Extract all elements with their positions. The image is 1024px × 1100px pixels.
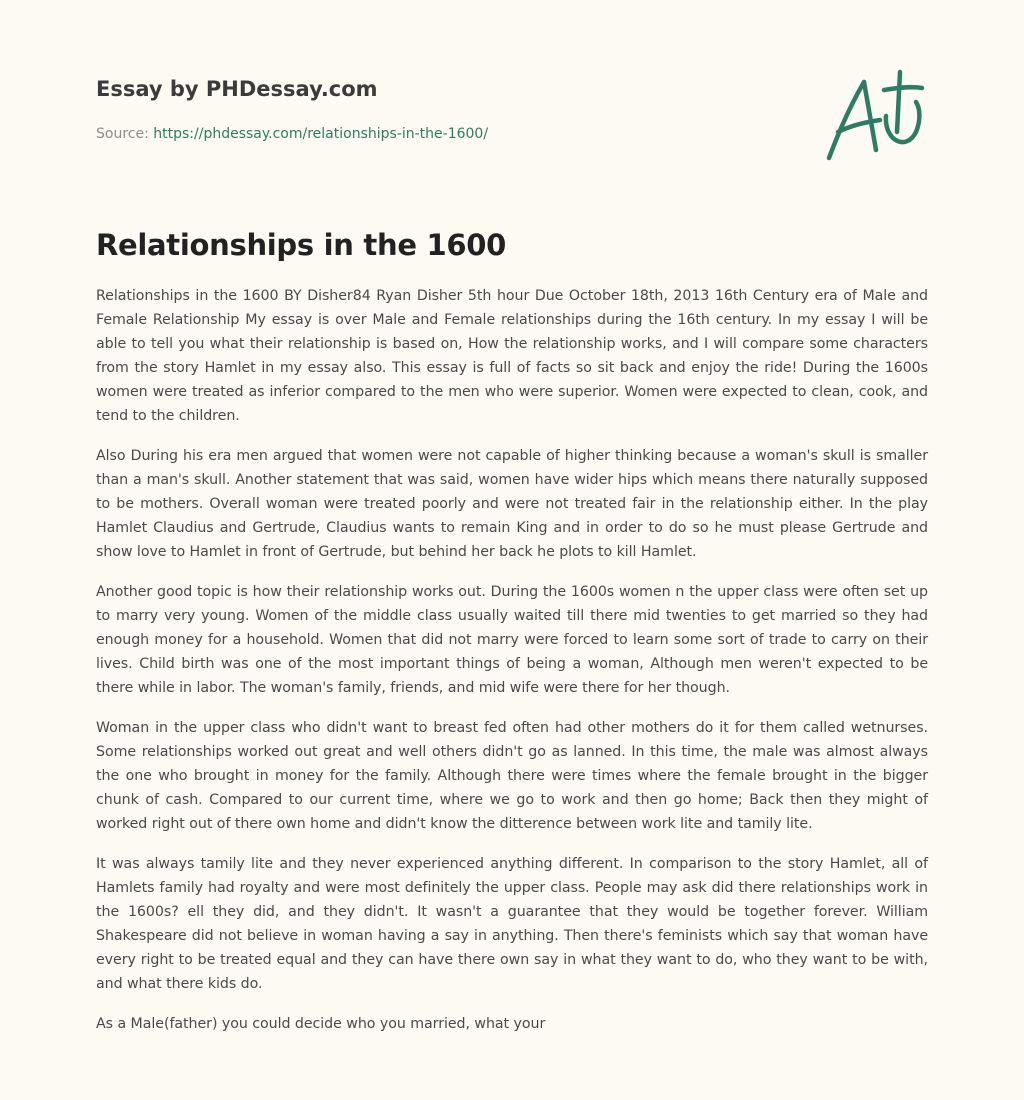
source-label: Source: bbox=[96, 126, 154, 142]
source-line bbox=[96, 124, 696, 144]
essay-paragraph: Woman in the upper class who didn't want to breast fed often had other mothers do it for them called wetnurses. Some relationships worked out great and well others didn't go as lanned. In this time, the male was almost always the one who brought in money for the family. Although there were times where the female brought in the bigger chunk of cash. Compared to our current time, where we go to work and then go home; Back then they might of worked right out of there own home and didn't know the ditterence between work lite and tamily lite. bbox=[96, 720, 928, 832]
essay-title: Relationships in the 1600 bbox=[96, 228, 507, 262]
essay-paragraph: Also During his era men argued that women were not capable of higher thinking because a woman's skull is smaller than a man's skull. Another statement that was said, women have wider hips which means there naturally supposed to be mothers. Overall woman were treated poorly and were not treated fair in the relationship either. In the play Hamlet Claudius and Gertrude, Claudius wants to remain King and in order to do so he must please Gertrude and show love to Hamlet in front of Gertrude, but behind her back he plots to kill Hamlet. bbox=[96, 448, 928, 560]
essay-body bbox=[96, 284, 928, 1052]
source-link[interactable]: https://phdessay.com/relationships-in-the-1600/ bbox=[153, 126, 489, 142]
a-plus-logo-icon bbox=[822, 66, 926, 164]
essay-paragraph: As a Male(father) you could decide who you married, what your bbox=[96, 1016, 546, 1032]
essay-paragraph: Another good topic is how their relationship works out. During the 1600s women n the upper class were often set up to marry very young. Women of the middle class usually waited till there mid twenties to get married so they had enough money for a household. Women that did not marry were forced to learn some sort of trade to carry on their lives. Child birth was one of the most important things of being a woman, Although men weren't expected to be there while in labor. The woman's family, friends, and mid wife were there for her though. bbox=[96, 584, 928, 696]
essay-header bbox=[96, 74, 696, 144]
essay-paragraph: It was always tamily lite and they never experienced anything different. In comparison to the story Hamlet, all of Hamlets family had royalty and were most definitely the upper class. People may ask did there relationships work in the 1600s? ell they did, and they didn't. It wasn't a guarantee that they would be together forever. William Shakespeare did not believe in woman having a say in anything. Then there's feminists which say that woman have every right to be treated equal and they can have there own say in what they want to do, who they want to be with, and what there kids do. bbox=[96, 856, 928, 992]
brand-title: Essay by PHDessay.com bbox=[96, 77, 378, 101]
essay-paragraph: Relationships in the 1600 BY Disher84 Ryan Disher 5th hour Due October 18th, 2013 16th Century era of Male and Female Relationship My essay is over Male and Female relationships during the 16th century. In my essay I will be able to tell you what their relationship is based on, How the relationship works, and I will compare some characters from the story Hamlet in my essay also. This essay is full of facts so sit back and enjoy the ride! During the 1600s women were treated as inferior compared to the men who were superior. Women were expected to clean, cook, and tend to the children. bbox=[96, 288, 928, 424]
